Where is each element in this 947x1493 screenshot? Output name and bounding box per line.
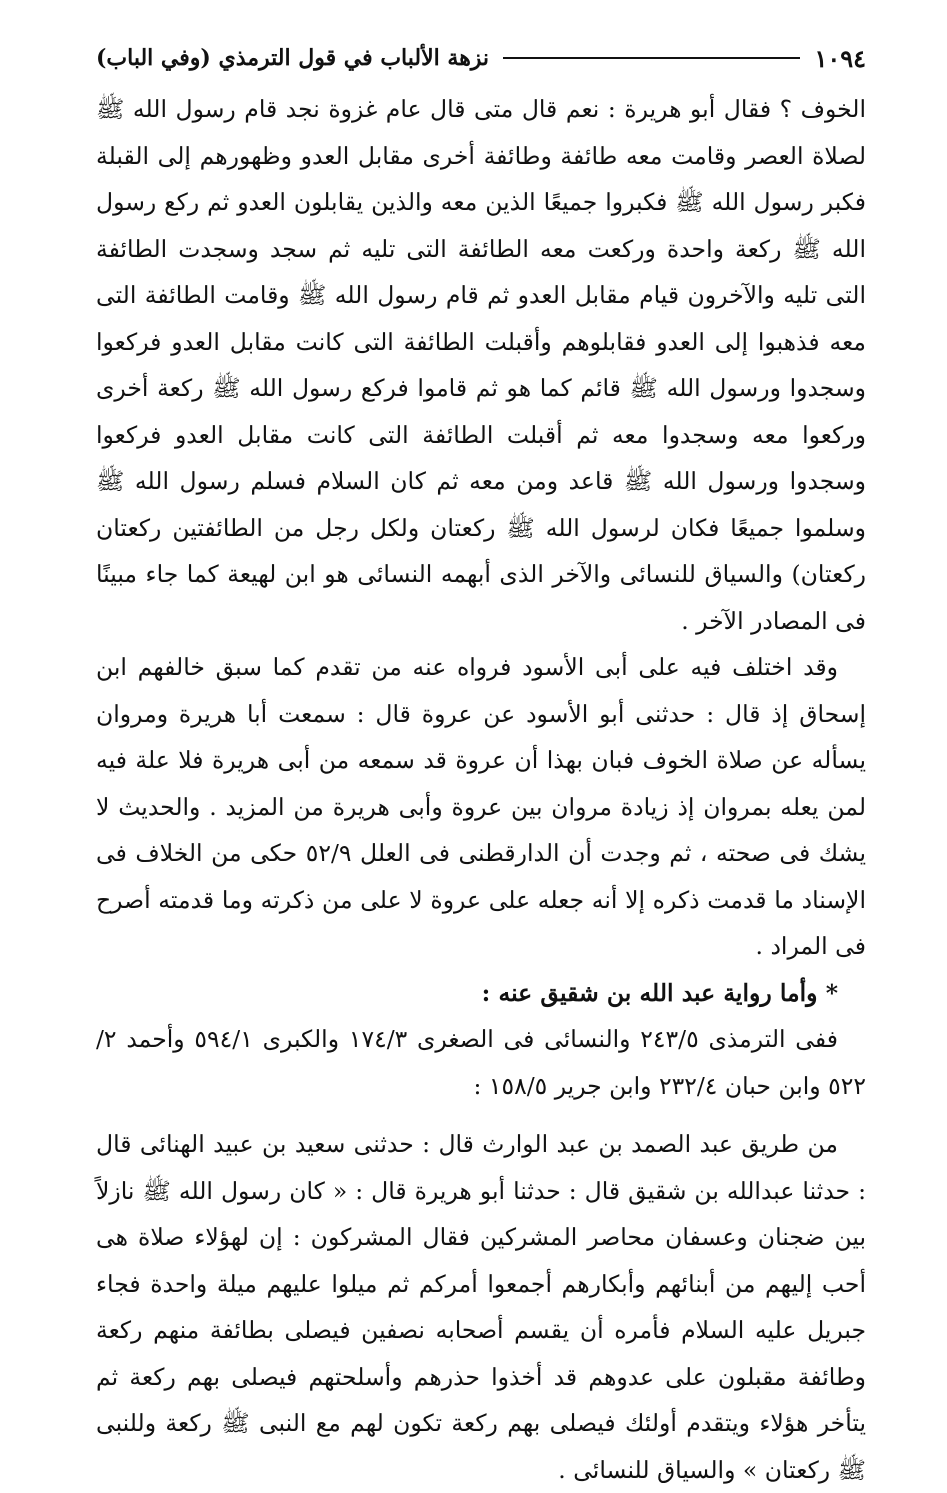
paragraph-2: وقد اختلف فيه على أبى الأسود فرواه عنه من تقدم كما سبق خالفهم ابن إسحاق إذ قال : حدثنى أبو الأسود عن عروة قال : سمعت أبا هريرة ومروان يسأله عن صلاة الخوف فبان بهذا أن عروة قد سمعه من أبى هريرة فلا علة فيه لمن يعله بمروان إذ زيادة مروان بين عروة وأبى هريرة من المزيد . والحديث لا يشك فى صحته ، ثم وجدت أن الدارقطنى فى العلل ٥٢/٩ حكى من الخلاف فى الإسناد ما قدمت ذكره إلا أنه جعله على عروة لا على من ذكرته وما قدمته أصرح فى المراد . xyxy=(96,653,867,960)
header-rule xyxy=(503,57,800,59)
paragraph-3: ففى الترمذى ٢٤٣/٥ والنسائى فى الصغرى ١٧٤/٣ والكبرى ٥٩٤/١ وأحمد ٢/ ٥٢٢ وابن حبان ٢٣٢/٤ وابن جرير ١٥٨/٥ : xyxy=(96,1025,866,1100)
heading-text: وأما رواية عبد الله بن شقيق عنه : xyxy=(481,978,818,1007)
page-number: ١٠٩٤ xyxy=(814,43,866,73)
running-title: نزهة الألباب في قول الترمذي (وفي الباب) xyxy=(96,45,490,71)
page-body xyxy=(96,86,866,1493)
section-heading xyxy=(96,970,866,1017)
heading-star: * xyxy=(825,978,838,1007)
paragraph-1: الخوف ؟ فقال أبو هريرة : نعم قال متى قال عام غزوة نجد قام رسول الله ﷺ لصلاة العصر وقامت معه طائفة وطائفة أخرى مقابل العدو وظهورهم إلى القبلة فكبر رسول الله ﷺ فكبروا جميعًا الذين معه والذين يقابلون العدو ثم ركع رسول الله ﷺ ركعة واحدة وركعت معه الطائفة التى تليه ثم سجد وسجدت الطائفة التى تليه والآخرون قيام مقابل العدو ثم قام رسول الله ﷺ وقامت الطائفة التى معه فذهبوا إلى العدو فقابلوهم وأقبلت الطائفة التى كانت مقابل العدو فركعوا وسجدوا ورسول الله ﷺ قائم كما هو ثم قاموا فركع رسول الله ﷺ ركعة أخرى وركعوا معه وسجدوا معه ثم أقبلت الطائفة التى كانت مقابل العدو فركعوا وسجدوا ورسول الله ﷺ قاعد ومن معه ثم كان السلام فسلم رسول الله ﷺ وسلموا جميعًا فكان لرسول الله ﷺ ركعتان ولكل رجل من الطائفتين ركعتان ركعتان) والسياق للنسائى والآخر الذى أبهمه النسائى هو ابن لهيعة كما جاء مبينًا فى المصادر الآخر . xyxy=(96,95,866,635)
paragraph-4: من طريق عبد الصمد بن عبد الوارث قال : حدثنى سعيد بن عبيد الهنائى قال : حدثنا عبدالله بن شقيق قال : حدثنا أبو هريرة قال : « كان رسول الله ﷺ نازلاً بين ضجنان وعسفان محاصر المشركين فقال المشركون : إن لهؤلاء صلاة هى أحب إليهم من أبنائهم وأبكارهم أجمعوا أمركم ثم ميلوا عليهم ميلة واحدة فجاء جبريل عليه السلام فأمره أن يقسم أصحابه نصفين فيصلى بطائفة منهم ركعة وطائفة مقبلون على عدوهم قد أخذوا حذرهم وأسلحتهم فيصلى بهم ركعة ثم يتأخر هؤلاء ويتقدم أولئك فيصلى بهم ركعة تكون لهم مع النبى ﷺ ركعة وللنبى ﷺ ركعتان » والسياق للنسائى . xyxy=(96,1130,866,1484)
page-header xyxy=(96,36,866,80)
book-page xyxy=(96,36,867,1484)
